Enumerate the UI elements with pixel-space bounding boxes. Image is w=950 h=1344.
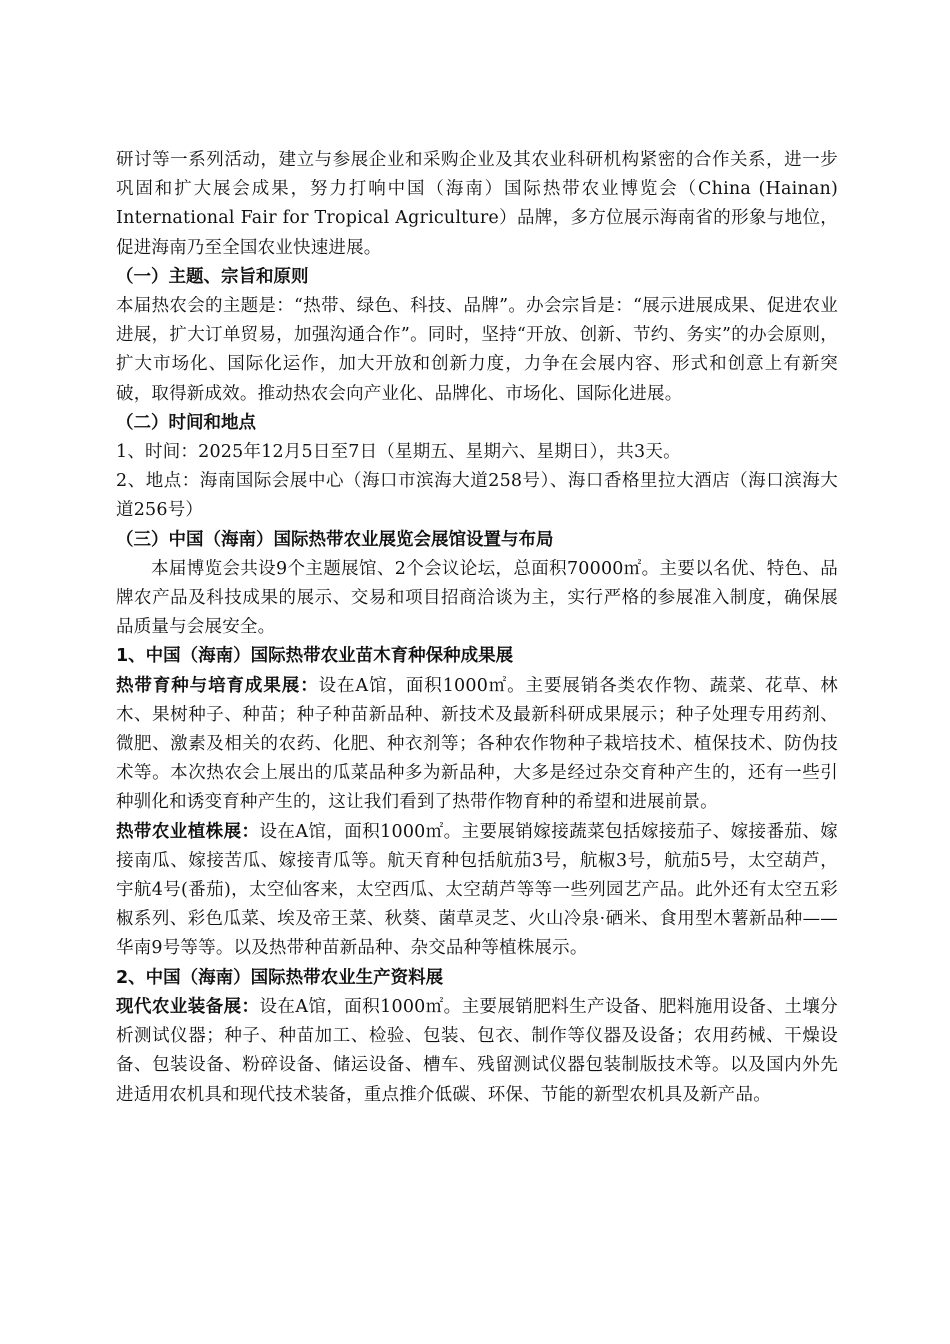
seed-paragraph — [116, 672, 838, 818]
plant-body: 设在A馆，面积1000㎡。主要展销嫁接蔬菜包括嫁接茄子、嫁接番茄、嫁接南瓜、嫁接苦瓜、嫁接青瓜等。航天育种包括航茄3号，航椒3号，航茄5号，太空葫芦，宇航4号(番茄)，太空仙客来，太空西瓜、太空葫芦等等一些列园艺产品。此外还有太空五彩椒系列、彩色瓜菜、埃及帝王菜、秋葵、菌草灵芝、火山冷泉·硒米、食用型木薯新品种——华南9号等等。以及热带种苗新品种、杂交品种等植株展示。 — [116, 821, 838, 959]
section-heading-layout: （三）中国（海南）国际热带农业展览会展馆设置与布局 — [116, 529, 554, 550]
seed-body: 设在A馆，面积1000㎡。主要展销各类农作物、蔬菜、花草、林木、果树种子、种苗；种子种苗新品种、新技术及最新科研成果展示；种子处理专用药剂、微肥、激素及相关的农药、化肥、种衣剂等；各种农作物种子栽培技术、植保技术、防伪技术等。本次热农会上展出的瓜菜品种多为新品种，大多是经过杂交育种产生的，还有一些引种驯化和诱变育种产生的，这让我们看到了热带作物育种的希望和进展前景。 — [116, 675, 838, 813]
intro-paragraph: 研讨等一系列活动，建立与参展企业和采购企业及其农业科研机构紧密的合作关系，进一步巩固和扩大展会成果，努力打响中国（海南）国际热带农业博览会（China (Hainan) International Fair for Tropical Agriculture）品牌，多方位展示海南省的形象与地位，促进海南乃至全国农业快速进展。 — [116, 150, 838, 258]
equip-lead: 现代农业装备展： — [116, 996, 260, 1017]
section-heading-time-place: （二）时间和地点 — [116, 412, 256, 433]
plant-paragraph — [116, 818, 838, 964]
equip-body: 设在A馆，面积1000㎡。主要展销肥料生产设备、肥料施用设备、土壤分析测试仪器；种子、种苗加工、检验、包装、包衣、制作等仪器及设备；农用药械、干燥设备、包装设备、粉碎设备、储运设备、槽车、残留测试仪器包装制版技术等。以及国内外先进适用农机具和现代技术装备，重点推介低碳、环保、节能的新型农机具及新产品。 — [116, 996, 838, 1105]
place-paragraph: 2、地点：海南国际会展中心（海口市滨海大道258号）、海口香格里拉大酒店（海口滨海大道256号） — [116, 471, 838, 521]
plant-lead: 热带农业植株展： — [116, 821, 260, 842]
time-paragraph: 1、时间：2025年12月5日至7日（星期五、星期六、星期日），共3天。 — [116, 442, 681, 463]
layout-paragraph: 本届博览会共设9个主题展馆、2个会议论坛，总面积70000㎡。主要以名优、特色、品牌农产品及科技成果的展示、交易和项目招商洽谈为主，实行严格的参展准入制度，确保展品质量与会展安全。 — [116, 558, 838, 638]
section-heading-theme: （一）主题、宗旨和原则 — [116, 266, 309, 287]
seed-lead: 热带育种与培育成果展： — [116, 675, 319, 696]
subsection-heading-seed: 1、中国（海南）国际热带农业苗木育种保种成果展 — [116, 646, 514, 667]
theme-paragraph: 本届热农会的主题是：“热带、绿色、科技、品牌”。办会宗旨是：“展示进展成果、促进农业进展，扩大订单贸易，加强沟通合作”。同时，坚持“开放、创新、节约、务实”的办会原则，扩大市场化、国际化运作，加大开放和创新力度，力争在会展内容、形式和创意上有新突破，取得新成效。推动热农会向产业化、品牌化、市场化、国际化进展。 — [116, 296, 838, 404]
equip-paragraph — [116, 993, 838, 1110]
subsection-heading-material: 2、中国（海南）国际热带农业生产资料展 — [116, 967, 444, 988]
